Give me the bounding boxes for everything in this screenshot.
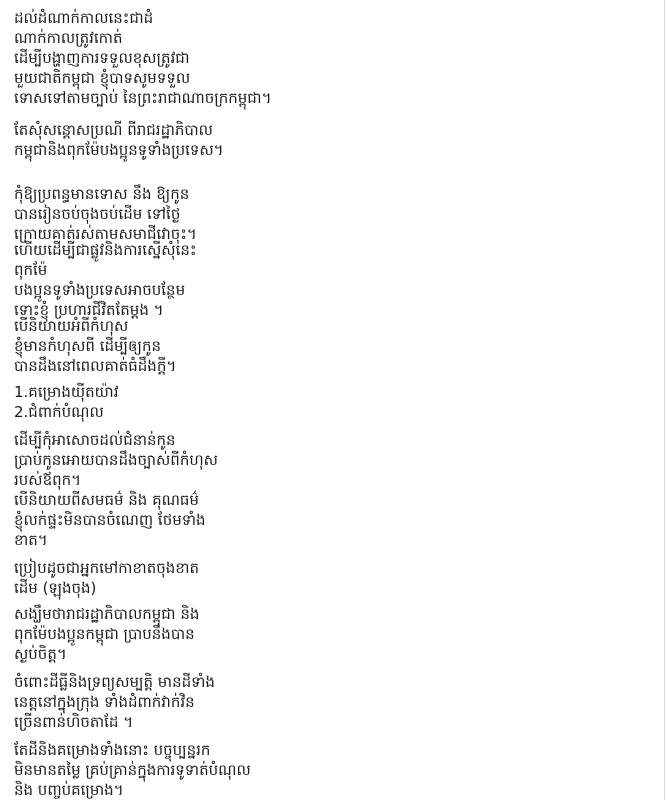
text-line: 2.ជំពាក់បំណុល — [14, 403, 104, 421]
paragraph — [14, 558, 199, 598]
text-line: ដើម (ឡុងចុង) — [14, 579, 97, 597]
text-line: សង្ឃឹមថារាជរដ្ឋាភិបាលកម្ពុជា និង — [14, 605, 200, 623]
paragraph — [14, 430, 218, 490]
paragraph — [14, 382, 118, 422]
text-line: របស់ឪពុក។ — [14, 471, 82, 489]
paragraph — [14, 8, 153, 48]
text-line: កម្ពុជានិងពុកម៉ែបងប្អូនទូទាំងប្រទេស។ — [14, 141, 224, 159]
paragraph — [14, 120, 224, 160]
text-line: តែដីនិងគម្រោងទាំងនោះ បច្ចុប្បន្នរក — [14, 741, 211, 759]
text-line: ពុកម៉ែបងប្អូនកម្ពុជា ប្រាបនឹងបាន — [14, 625, 195, 643]
text-line: ខ្ញុំលក់ផ្ទះមិនបានចំណេញ ថែមទាំង — [14, 511, 206, 529]
text-line: ពុកម៉ែ — [14, 261, 48, 279]
text-line: ក្រោយគាត់រស់តាមសមាជីវោចុះ។ — [14, 225, 197, 243]
paragraph — [14, 490, 206, 550]
text-line: ប្រាប់កូនអោយបានដឹងច្បាស់ពីកំហុស — [14, 451, 218, 469]
text-line: ច្រើនពាន់ហិចតាដែ ។ — [14, 713, 134, 731]
text-line: បានរៀនចប់ចុងចប់ដើម ទៅថ្ងៃ — [14, 205, 181, 223]
paragraph — [14, 48, 271, 108]
text-line: ខាត។ — [14, 531, 48, 549]
text-line: បងប្អូនទូទាំងប្រទេសអាចបន្ថែម — [14, 281, 186, 299]
text-line: ទោះខ្ញុំ ប្រហារជីវិតតែម្តង ។ — [14, 301, 164, 319]
paragraph — [14, 316, 176, 376]
text-line: ស្ងប់ចិត្ត។ — [14, 645, 67, 663]
text-line: ណាក់កាលត្រូវកោត់ — [14, 29, 123, 47]
text-line: បើនិយាយពីសមធម៌ និង គុណធម៌ — [14, 491, 199, 509]
text-line: ទោសទៅតាមច្បាប់ នៃព្រះរាជាណាចក្រកម្ពុជា។ — [14, 89, 272, 107]
text-line: មិនមានតម្លៃ គ្រប់គ្រាន់ក្នុងការទូទាត់បំណុល — [14, 761, 251, 779]
text-line: និង បញ្ចប់គម្រោង។ — [14, 781, 124, 799]
text-line: បានដឹងនៅពេលគាត់ធំដឹងក្តី។ — [14, 357, 177, 375]
text-line: ចំពោះដីធ្លីនិងទ្រព្យសម្បត្តិ មានដីទាំង — [14, 673, 215, 691]
text-line: ហើយដើម្បីជាផ្លូវនិងការស្នើសុំនេះ — [14, 241, 197, 259]
text-line: តែសុំសន្តោសប្រណី ពីរាជរដ្ឋាភិបាល — [14, 121, 213, 139]
text-line: ដើម្បីបង្ហាញការទទួលខុសត្រូវជា — [14, 49, 190, 67]
text-line: 1.គម្រោងយ៉ីតយ៉ាវ — [14, 383, 119, 401]
text-line: កុំឱ្យប្រពន្ធមានទោស នឹង ឱ្យកូន — [14, 185, 190, 203]
text-line: ដល់ដំណាក់កាលនេះជាដំ — [14, 9, 154, 27]
text-line: ខ្ញុំមានកំហុសពី ដើម្បីឲ្យកូន — [14, 337, 162, 355]
text-line: ប្រៀបដូចជាអ្នកមៅកាខាតចុងខាត — [14, 559, 200, 577]
text-line: នេត្តនៅក្នុងក្រុង ទាំងដំពាក់វាក់វិន — [14, 693, 195, 711]
paragraph — [14, 240, 196, 320]
text-line: ដើម្បីកុំអាសោចដល់ជំនាន់កូន — [14, 431, 176, 449]
text-line: មួយជាតិកម្ពុជា ខ្ញុំបាទសូមទទួល — [14, 69, 191, 87]
paragraph — [14, 740, 251, 800]
paragraph — [14, 184, 197, 244]
text-line: បើនិយាយអំពីកំហុស — [14, 317, 129, 335]
paragraph — [14, 604, 199, 664]
paragraph — [14, 672, 215, 732]
